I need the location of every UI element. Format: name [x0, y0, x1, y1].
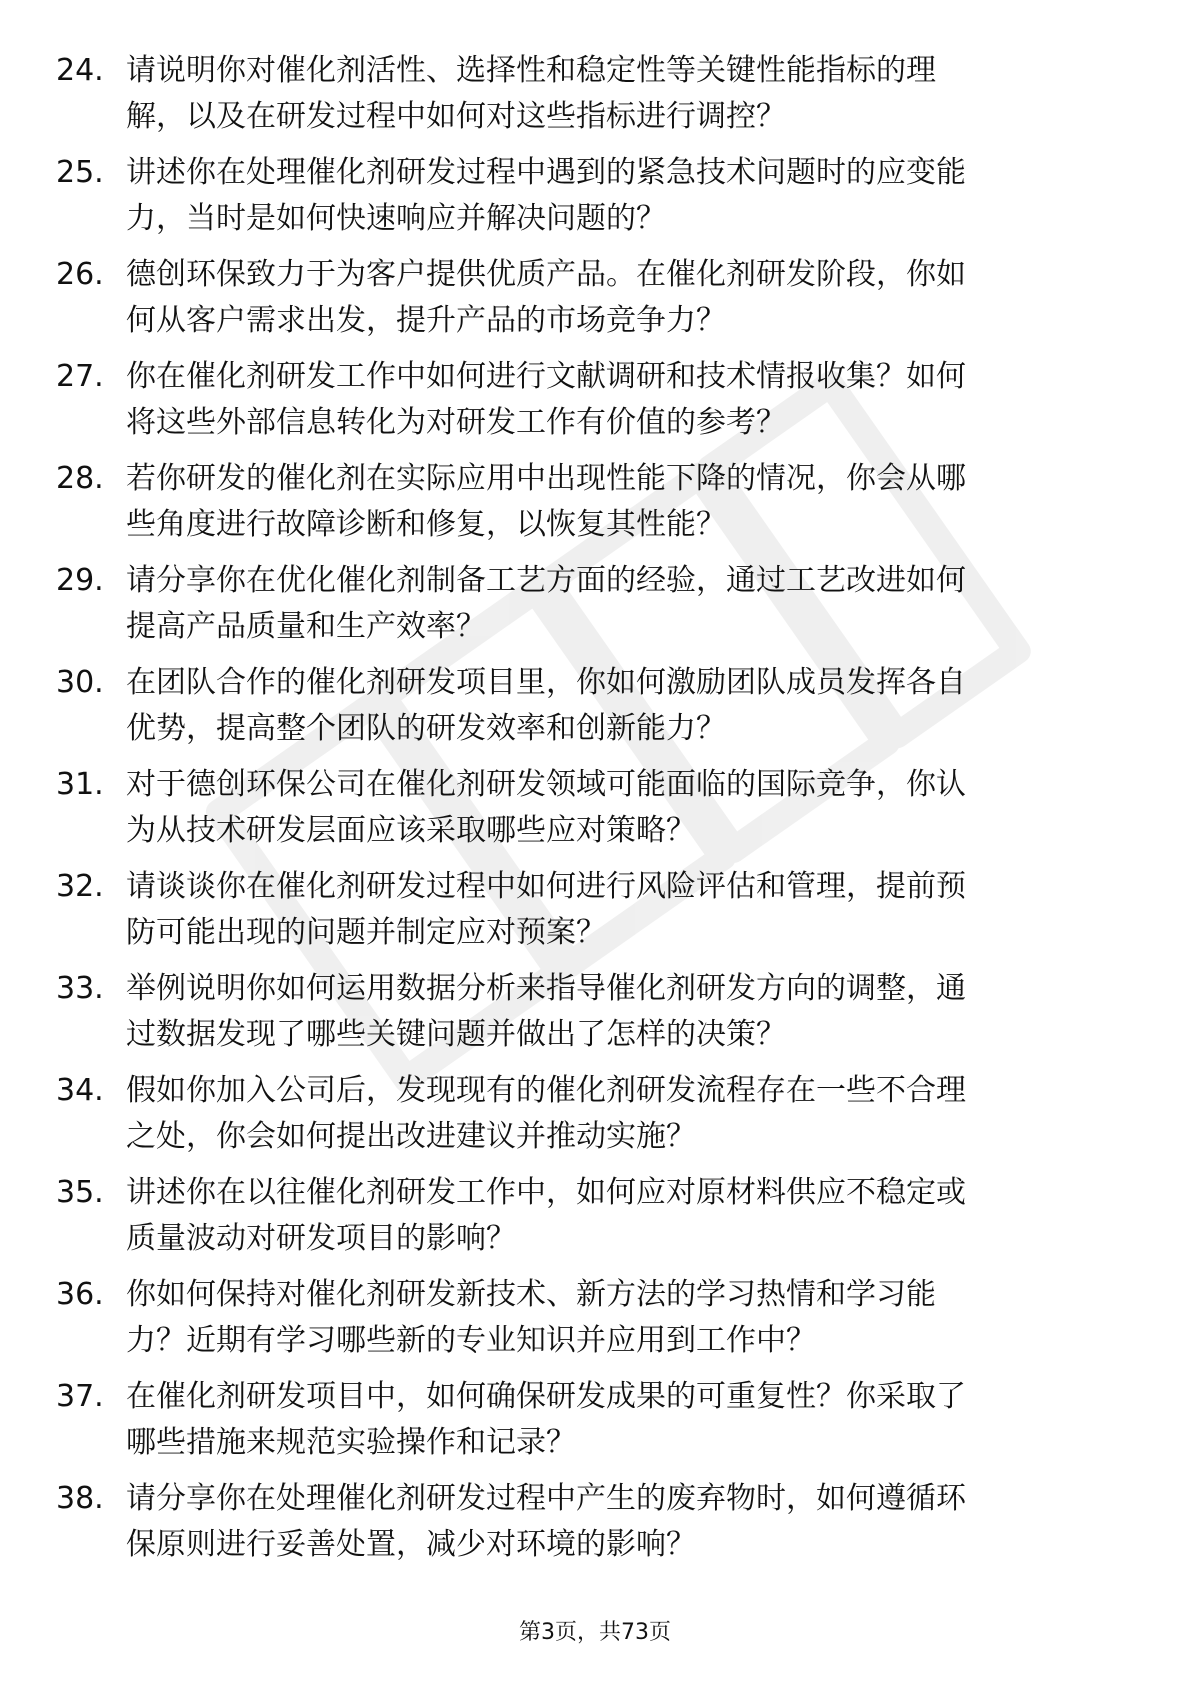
question-number: 24.: [56, 53, 104, 88]
question-text: [126, 252, 1136, 344]
question-number: 30.: [56, 665, 104, 700]
question-item: [0, 762, 1190, 864]
page-footer: 第3页，共73页: [519, 1620, 671, 1645]
question-text: [126, 456, 1136, 548]
question-line: 讲述你在以往催化剂研发工作中，如何应对原材料供应不稳定或: [126, 1175, 966, 1210]
question-item: [0, 558, 1190, 660]
question-number: 26.: [56, 257, 104, 292]
question-line: 提高产品质量和生产效率？: [126, 609, 486, 644]
question-text: [126, 864, 1136, 956]
question-text: [126, 1476, 1136, 1568]
question-list: [0, 48, 1190, 1578]
question-item: [0, 1272, 1190, 1374]
question-line: 解，以及在研发过程中如何对这些指标进行调控？: [126, 99, 786, 134]
question-item: [0, 1374, 1190, 1476]
question-item: [0, 150, 1190, 252]
question-line: 请分享你在优化催化剂制备工艺方面的经验，通过工艺改进如何: [126, 563, 966, 598]
question-text: [126, 966, 1136, 1058]
question-number: 28.: [56, 461, 104, 496]
question-number: 38.: [56, 1481, 104, 1516]
question-number: 32.: [56, 869, 104, 904]
question-line: 优势，提高整个团队的研发效率和创新能力？: [126, 711, 726, 746]
question-item: [0, 48, 1190, 150]
question-text: [126, 1170, 1136, 1262]
question-line: 为从技术研发层面应该采取哪些应对策略？: [126, 813, 696, 848]
question-line: 在团队合作的催化剂研发项目里，你如何激励团队成员发挥各自: [126, 665, 966, 700]
question-item: [0, 456, 1190, 558]
question-number: 37.: [56, 1379, 104, 1414]
question-text: [126, 660, 1136, 752]
question-line: 将这些外部信息转化为对研发工作有价值的参考？: [126, 405, 786, 440]
question-text: [126, 1068, 1136, 1160]
question-line: 你如何保持对催化剂研发新技术、新方法的学习热情和学习能: [126, 1277, 936, 1312]
question-item: [0, 252, 1190, 354]
question-line: 防可能出现的问题并制定应对预案？: [126, 915, 606, 950]
question-line: 你在催化剂研发工作中如何进行文献调研和技术情报收集？如何: [126, 359, 966, 394]
question-number: 34.: [56, 1073, 104, 1108]
question-line: 假如你加入公司后，发现现有的催化剂研发流程存在一些不合理: [126, 1073, 966, 1108]
question-line: 过数据发现了哪些关键问题并做出了怎样的决策？: [126, 1017, 786, 1052]
question-item: [0, 864, 1190, 966]
question-number: 29.: [56, 563, 104, 598]
question-line: 质量波动对研发项目的影响？: [126, 1221, 516, 1256]
question-line: 德创环保致力于为客户提供优质产品。在催化剂研发阶段，你如: [126, 257, 966, 292]
question-text: [126, 48, 1136, 140]
question-item: [0, 1170, 1190, 1272]
question-line: 讲述你在处理催化剂研发过程中遇到的紧急技术问题时的应变能: [126, 155, 966, 190]
question-line: 请说明你对催化剂活性、选择性和稳定性等关键性能指标的理: [126, 53, 936, 88]
question-item: [0, 354, 1190, 456]
question-line: 些角度进行故障诊断和修复，以恢复其性能？: [126, 507, 726, 542]
question-number: 31.: [56, 767, 104, 802]
question-line: 保原则进行妥善处置，减少对环境的影响？: [126, 1527, 696, 1562]
question-line: 力？近期有学习哪些新的专业知识并应用到工作中？: [126, 1323, 816, 1358]
question-item: [0, 660, 1190, 762]
question-number: 25.: [56, 155, 104, 190]
question-line: 请谈谈你在催化剂研发过程中如何进行风险评估和管理，提前预: [126, 869, 966, 904]
question-text: [126, 762, 1136, 854]
question-text: [126, 354, 1136, 446]
question-text: [126, 558, 1136, 650]
question-line: 对于德创环保公司在催化剂研发领域可能面临的国际竞争，你认: [126, 767, 966, 802]
question-line: 之处，你会如何提出改进建议并推动实施？: [126, 1119, 696, 1154]
question-text: [126, 1272, 1136, 1364]
question-line: 何从客户需求出发，提升产品的市场竞争力？: [126, 303, 726, 338]
question-line: 在催化剂研发项目中，如何确保研发成果的可重复性？你采取了: [126, 1379, 966, 1414]
question-number: 27.: [56, 359, 104, 394]
question-item: [0, 966, 1190, 1068]
question-number: 33.: [56, 971, 104, 1006]
question-number: 35.: [56, 1175, 104, 1210]
question-item: [0, 1476, 1190, 1578]
question-line: 请分享你在处理催化剂研发过程中产生的废弃物时，如何遵循环: [126, 1481, 966, 1516]
question-line: 力，当时是如何快速响应并解决问题的？: [126, 201, 666, 236]
question-line: 举例说明你如何运用数据分析来指导催化剂研发方向的调整，通: [126, 971, 966, 1006]
question-line: 哪些措施来规范实验操作和记录？: [126, 1425, 576, 1460]
question-item: [0, 1068, 1190, 1170]
question-number: 36.: [56, 1277, 104, 1312]
question-text: [126, 1374, 1136, 1466]
question-line: 若你研发的催化剂在实际应用中出现性能下降的情况，你会从哪: [126, 461, 966, 496]
question-text: [126, 150, 1136, 242]
